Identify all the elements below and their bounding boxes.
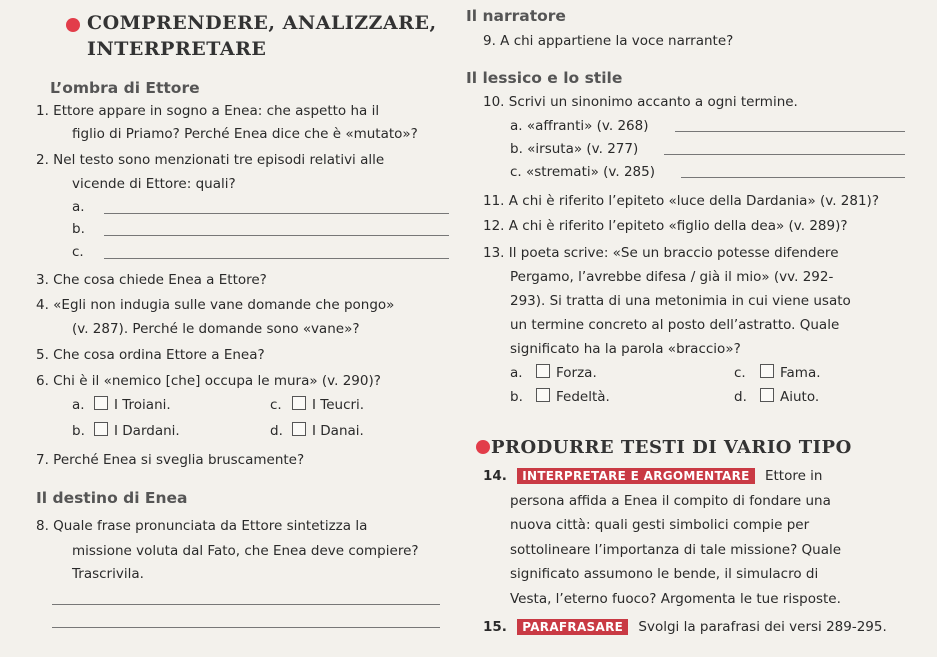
question-11: 11. A chi è riferito l’epiteto «luce della Dardania» (v. 281)? <box>483 193 879 209</box>
question-14-line-3: nuova città: quali gesti simbolici compie per <box>510 517 810 533</box>
answer-line-b[interactable] <box>104 235 449 236</box>
checkbox-icon[interactable] <box>292 422 306 436</box>
question-14-line-1: 14. INTERPRETARE E ARGOMENTARE Ettore in <box>483 468 823 484</box>
checkbox-icon[interactable] <box>94 422 108 436</box>
parafrasare-badge: PARAFRASARE <box>517 619 628 635</box>
q13-option-a[interactable]: a. Forza. <box>510 365 597 381</box>
subheading-lessico: Il lessico e lo stile <box>466 69 623 87</box>
question-14-line-5: significato assumono le bende, il simulacro di <box>510 566 819 582</box>
question-7: 7. Perché Enea si sveglia bruscamente? <box>36 452 305 468</box>
subheading-ombra: L’ombra di Ettore <box>50 79 200 97</box>
option-c-label: c. <box>72 244 84 260</box>
section-bullet-icon <box>476 440 490 454</box>
answer-line-q8-1[interactable] <box>52 604 440 605</box>
section-heading-interpretare: INTERPRETARE <box>87 38 267 60</box>
question-3: 3. Che cosa chiede Enea a Ettore? <box>36 272 267 288</box>
q6-option-d[interactable]: d. I Danai. <box>270 423 364 439</box>
answer-line-c[interactable] <box>104 258 449 259</box>
question-14-line-6: Vesta, l’eterno fuoco? Argomenta le tue risposte. <box>510 591 841 607</box>
q10-option-b: b. «irsuta» (v. 277) <box>510 141 639 157</box>
question-1-line-1: 1. Ettore appare in sogno a Enea: che aspetto ha il <box>36 103 380 119</box>
option-b-label: b. <box>72 221 85 237</box>
q13-option-d[interactable]: d. Aiuto. <box>734 389 820 405</box>
question-12: 12. A chi è riferito l’epiteto «figlio della dea» (v. 289)? <box>483 218 848 234</box>
section-bullet-icon <box>66 18 80 32</box>
answer-line-a[interactable] <box>104 213 449 214</box>
checkbox-icon[interactable] <box>94 396 108 410</box>
subheading-destino: Il destino di Enea <box>36 489 188 507</box>
question-2-line-1: 2. Nel testo sono menzionati tre episodi relativi alle <box>36 152 385 168</box>
checkbox-icon[interactable] <box>760 388 774 402</box>
q6-option-c[interactable]: c. I Teucri. <box>270 397 365 413</box>
question-8-line-2: missione voluta dal Fato, che Enea deve compiere? <box>72 543 419 559</box>
q6-option-a[interactable]: a. I Troiani. <box>72 397 171 413</box>
question-4-line-1: 4. «Egli non indugia sulle vane domande che pongo» <box>36 297 395 313</box>
subheading-narratore: Il narratore <box>466 7 566 25</box>
checkbox-icon[interactable] <box>292 396 306 410</box>
question-8-line-1: 8. Quale frase pronunciata da Ettore sintetizza la <box>36 518 368 534</box>
question-15: 15. PARAFRASARE Svolgi la parafrasi dei versi 289-295. <box>483 619 887 635</box>
answer-line-q10-b[interactable] <box>664 154 905 155</box>
question-13-line-2: Pergamo, l’avrebbe difesa / già il mio» (vv. 292- <box>510 269 834 285</box>
question-13-line-3: 293). Si tratta di una metonimia in cui viene usato <box>510 293 851 309</box>
question-13-line-5: significato ha la parola «braccio»? <box>510 341 741 357</box>
question-9: 9. A chi appartiene la voce narrante? <box>483 33 734 49</box>
answer-line-q10-c[interactable] <box>681 177 905 178</box>
q10-option-a: a. «affranti» (v. 268) <box>510 118 649 134</box>
q10-option-c: c. «stremati» (v. 285) <box>510 164 655 180</box>
question-10: 10. Scrivi un sinonimo accanto a ogni termine. <box>483 94 798 110</box>
section-heading-comprendere: COMPRENDERE, ANALIZZARE, <box>87 12 437 34</box>
question-13-line-1: 13. Il poeta scrive: «Se un braccio potesse difendere <box>483 245 839 261</box>
checkbox-icon[interactable] <box>536 388 550 402</box>
option-a-label: a. <box>72 199 85 215</box>
question-14-line-2: persona affida a Enea il compito di fondare una <box>510 493 831 509</box>
q13-option-b[interactable]: b. Fedeltà. <box>510 389 610 405</box>
question-13-line-4: un termine concreto al posto dell’astratto. Quale <box>510 317 840 333</box>
question-1-line-2: figlio di Priamo? Perché Enea dice che è «mutato»? <box>72 126 418 142</box>
question-6: 6. Chi è il «nemico [che] occupa le mura» (v. 290)? <box>36 373 381 389</box>
answer-line-q10-a[interactable] <box>675 131 905 132</box>
question-2-line-2: vicende di Ettore: quali? <box>72 176 236 192</box>
checkbox-icon[interactable] <box>536 364 550 378</box>
question-8-line-3: Trascrivila. <box>72 566 144 582</box>
question-14-line-4: sottolineare l’importanza di tale missione? Quale <box>510 542 842 558</box>
question-4-line-2: (v. 287). Perché le domande sono «vane»? <box>72 321 360 337</box>
question-5: 5. Che cosa ordina Ettore a Enea? <box>36 347 265 363</box>
q6-option-b[interactable]: b. I Dardani. <box>72 423 180 439</box>
interpretare-argomentare-badge: INTERPRETARE E ARGOMENTARE <box>517 468 754 484</box>
answer-line-q8-2[interactable] <box>52 627 440 628</box>
q13-option-c[interactable]: c. Fama. <box>734 365 821 381</box>
section-heading-produrre: PRODURRE TESTI DI VARIO TIPO <box>491 437 852 458</box>
checkbox-icon[interactable] <box>760 364 774 378</box>
